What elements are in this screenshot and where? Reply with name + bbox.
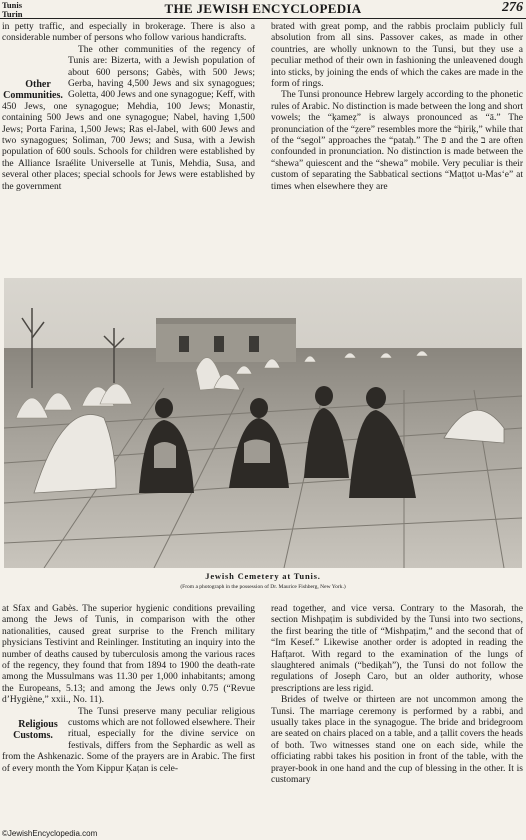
building [156, 318, 296, 362]
figure-caption: Jewish Cemetery at Tunis. [205, 571, 321, 581]
paragraph: at Sfax and Gabès. The superior hygienic conditions prevailing among the Jews of Tunis, in comparison with the other nationalities, caused great surprise to the French military physicians Testivint and Reinlinger. Instituting an inquiry into the number of deaths caused by tuberculosis among the various races of the regency, they found that from 1894 to 1900 the death-rate among the Mussulmans was 11.30 per 1,000 inhabitants; among the Europeans, 5.13; and among the Jews only 0.75 (“Revue d’Hygiène,” xxii., No. 11). [2, 604, 255, 706]
paragraph: Brides of twelve or thirteen are not uncommon among the Tunsi. The marriage ceremony is performed by a rabbi, and usually takes place in the synagogue. The bride and bridegroom are seated on chairs placed on a table, and a ṭallit covers the heads of both. Two witnesses stand one on each side, while the officiating rabbi takes his position in front of the table, with the prayer-book in one hand and the cup of blessing in the other. It is customary [271, 695, 523, 786]
page-header [0, 0, 526, 20]
column-1 [2, 22, 255, 193]
paragraph [2, 45, 255, 193]
column-3 [2, 604, 255, 775]
paragraph-text: The Tunsi preserve many peculiar religious customs which are not followed elsewhere. Their ritual, especially for the divine service on festivals, differs from the Sephardic as well as from the Ashkenazic. Some of the prayers are in Arabic. The first of every month the Yom Kippur Ḳaṭan is cele- [2, 706, 255, 774]
paragraph: brated with great pomp, and the rabbis proclaim publicly full absolution from all sins. Passover cakes, as made in other countries, are wholly unknown to the Tunsi, but they use a peculiar method of their own in fashioning the unleavened dough into sticks, by joining the ends of which the cakes are made in the form of rings. [271, 22, 523, 90]
page-number: 276 [502, 0, 523, 15]
header-rule [0, 18, 526, 19]
running-head-last-word: Turin [2, 8, 23, 19]
paragraph: in petty traffic, and especially in brokerage. There is also a considerable number of persons who follow various handicrafts. [2, 22, 255, 44]
column-4 [271, 604, 523, 787]
paragraph-text: The other communities of the regency of Tunis are: Bizerta, with a Jewish population of about 600 persons; Gabès, with 500 Jews; Gerba, having 4,500 Jews and six synagogues; Goletta, 400 Jews and one synagogue; Keff, with 450 Jews, one synagogue; Mehdia, 100 Jews; Monastir, containing 500 Jews and one synagogue; Nabel, having 1,500 Jews; Porta Farina, 1,500 Jews; Ras el-Jabel, with 600 Jews and two synagogues; Soliman, 700 Jews; and Susa, with a Jewish population of 600 souls. Schools for children were established by the Alliance Israélite Universelle at Tunis, Mehdia, Susa, and several other places; special schools for Jews were established by the government [2, 44, 255, 192]
running-head-first-word: Tunis [2, 0, 23, 10]
cemetery-photograph [4, 278, 522, 568]
paragraph: read together, and vice versa. Contrary to the Masorah, the section Mishpaṭim is subdivided by the Tunsi into two sections, the first bearing the title of “Mishpaṭim,” and the second that of “Im Kesef.” Likewise another order is adopted in reading the Hafṭarot. With regard to the examination of the lungs of slaughtered animals (“bediḳah”), the Tunsi do not follow the regulations of Joseph Caro, but an older authority, whose prescriptions are less rigid. [271, 604, 523, 694]
running-head-title: THE JEWISH ENCYCLOPEDIA [164, 1, 362, 16]
paragraph: The Tunsi pronounce Hebrew largely according to the phonetic rules of Arabic. No distinction is made between the long and short vowels; the “ḳameẓ” is always pronounced as “ā.” The pronunciation of the “ẓere” resembles more the “ḥiriḳ,” while that of the “segol” approaches the “pataḥ.” The פ and the ב are often confounded in pronunciation. No distinction is made between the “shewa” quiescent and the “shewa” mobile. Very peculiar is their custom of separating the Sabbatical sections “Maṭṭot u-Mas‘e” at times when elsewhere they are [271, 90, 523, 192]
footer-copyright: ©JewishEncyclopedia.com [2, 829, 98, 838]
paragraph [2, 707, 255, 775]
column-2 [271, 22, 523, 193]
side-heading: Other Communities. [3, 78, 63, 102]
side-heading: Religious Customs. [13, 718, 58, 742]
figure-credit: (From a photograph in the possession of Dr. Maurice Fishberg, New York.) [180, 584, 346, 590]
